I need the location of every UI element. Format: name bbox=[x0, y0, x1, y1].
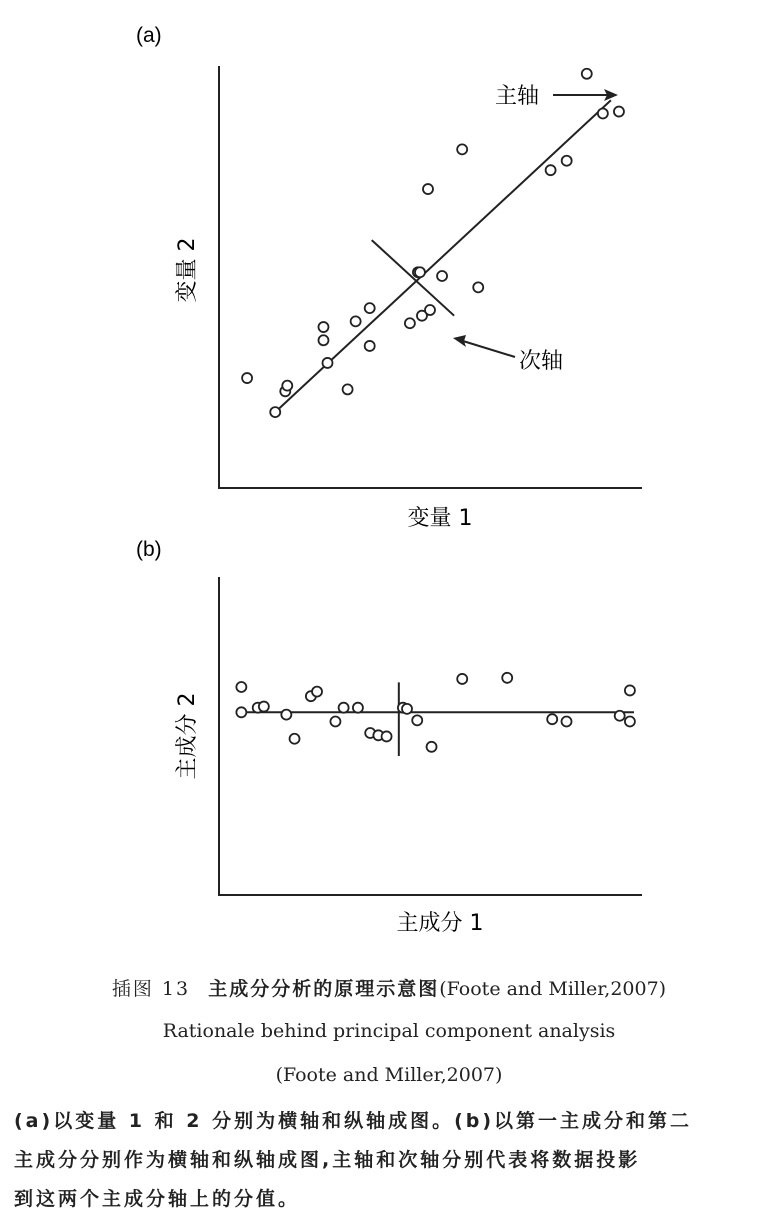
panel-b-point-5 bbox=[281, 710, 291, 720]
panel-a-point-24 bbox=[598, 108, 608, 118]
caption-body-line-1: (a)以变量 1 和 2 分别为横轴和纵轴成图。(b)以第一主成分和第二 bbox=[14, 1110, 693, 1132]
panel-a-point-8 bbox=[343, 384, 353, 394]
panel-a-point-6 bbox=[318, 335, 328, 345]
panel-b-label: (b) bbox=[136, 538, 162, 561]
panel-b-point-24 bbox=[625, 717, 635, 727]
panel-a-point-14 bbox=[415, 267, 425, 277]
panel-b-point-9 bbox=[330, 717, 340, 727]
caption-figure-number: 插图 13 bbox=[111, 978, 191, 1000]
panel-b-point-21 bbox=[547, 714, 557, 724]
caption-citation: (Foote and Miller,2007) bbox=[439, 978, 667, 1000]
panel-a-point-19 bbox=[423, 184, 433, 194]
panel-a-point-5 bbox=[322, 358, 332, 368]
panel-a-point-10 bbox=[365, 341, 375, 351]
panel-a-point-22 bbox=[562, 156, 572, 166]
panel-b-point-11 bbox=[353, 703, 363, 713]
caption-english-citation: (Foote and Miller,2007) bbox=[275, 1064, 503, 1086]
panel-a-y-label: 变量 2 bbox=[175, 237, 200, 303]
panel-a-point-17 bbox=[437, 271, 447, 281]
panel-a-point-23 bbox=[582, 69, 592, 79]
caption-title bbox=[0, 974, 778, 1001]
panel-b bbox=[136, 538, 642, 936]
panel-a-x-label: 变量 1 bbox=[407, 506, 473, 531]
panel-a-point-1 bbox=[242, 373, 252, 383]
panel-a-point-25 bbox=[614, 107, 624, 117]
panel-b-point-22 bbox=[562, 717, 572, 727]
panel-b-y-label: 主成分 2 bbox=[175, 692, 200, 780]
panel-b-x-label: 主成分 1 bbox=[396, 911, 484, 936]
caption-title-text: 主成分分析的原理示意图 bbox=[208, 978, 440, 1000]
panel-b-point-19 bbox=[457, 674, 467, 684]
panel-b-point-18 bbox=[427, 742, 437, 752]
panel-a-point-12 bbox=[405, 318, 415, 328]
panel-b-point-17 bbox=[412, 715, 422, 725]
caption-english-title: Rationale behind principal component analysis bbox=[162, 1020, 616, 1042]
panel-b-point-16 bbox=[402, 704, 412, 714]
panel-a-point-9 bbox=[351, 316, 361, 326]
panel-a bbox=[136, 24, 642, 531]
panel-b-point-8 bbox=[312, 687, 322, 697]
panel-b-point-20 bbox=[502, 673, 512, 683]
panel-b-point-25 bbox=[625, 685, 635, 695]
caption-body-line-2: 主成分分别作为横轴和纵轴成图,主轴和次轴分别代表将数据投影 bbox=[14, 1149, 641, 1171]
panel-b-point-10 bbox=[339, 703, 349, 713]
panel-b-point-23 bbox=[615, 711, 625, 721]
panel-b-point-4 bbox=[259, 702, 269, 712]
annotation-minor-axis: 次轴 bbox=[519, 349, 564, 374]
panel-a-point-18 bbox=[473, 282, 483, 292]
panel-a-label: (a) bbox=[136, 24, 162, 47]
panel-a-point-21 bbox=[546, 165, 556, 175]
panel-a-point-16 bbox=[425, 305, 435, 315]
panel-a-point-4 bbox=[282, 381, 292, 391]
caption-body-line-3: 到这两个主成分轴上的分值。 bbox=[14, 1188, 301, 1210]
panel-b-point-14 bbox=[382, 731, 392, 741]
panel-b-point-2 bbox=[236, 707, 246, 717]
panel-b-point-6 bbox=[290, 734, 300, 744]
panel-a-point-11 bbox=[365, 303, 375, 313]
annotation-main-axis: 主轴 bbox=[495, 84, 540, 109]
panel-a-point-20 bbox=[457, 144, 467, 154]
arrow-minor-axis bbox=[463, 341, 515, 357]
panel-a-point-7 bbox=[318, 322, 328, 332]
panel-a-point-2 bbox=[270, 407, 280, 417]
panel-b-point-1 bbox=[236, 682, 246, 692]
